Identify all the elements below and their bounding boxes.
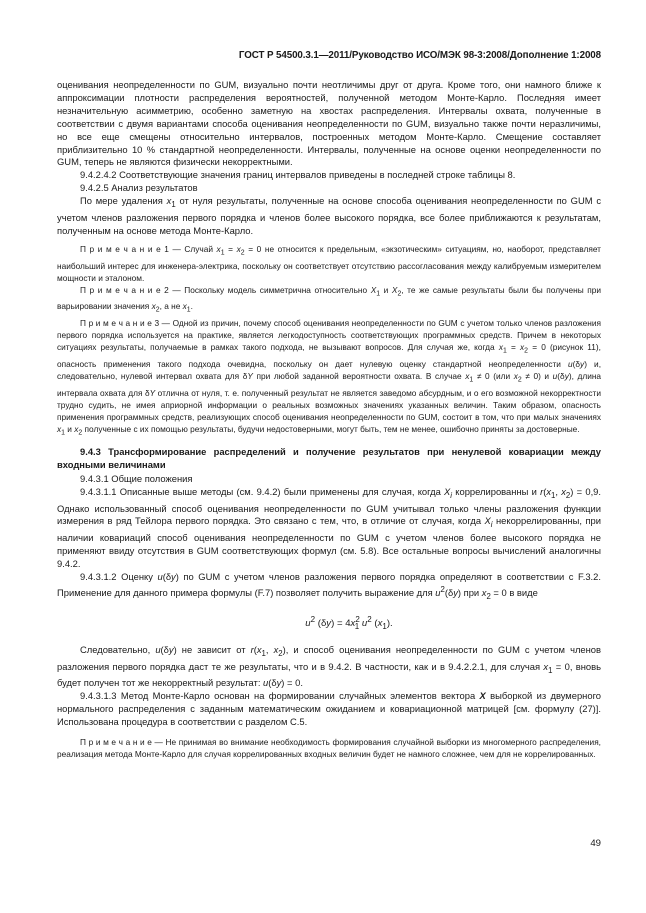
- page-number: 49: [590, 838, 601, 849]
- formula-u2: $u^2$ $(\delta y) = 4x^2_1$ $u^2$ $(x_1)$.: [305, 614, 393, 631]
- paragraph-analysis: По мере удаления $x_1$ от нуля результаты, полученные на основе способа оценивания неопределенности по GUM с учетом членов разложения первого порядка и членов более высокого порядка, все более приближаются к результатам, полученным на основе метода Монте-Карло.: [57, 195, 602, 236]
- section-heading-9-4-3: 9.4.3 Трансформирование распределений и получение результатов при ненулевой ковариации между входными величинами: [57, 446, 601, 470]
- paragraph-9-4-3-1-3: 9.4.3.1.3 Метод Монте-Карло основан на формировании случайных элементов вектора X выборкой из двумерного нормального распределения с заданным математическим ожиданием и ковариационной матрицей [см. формулу (27)]. Использована процедура в соответствии с разделом С.5.: [57, 690, 601, 728]
- notes-block: [57, 243, 601, 440]
- paragraph-continuation: оценивания неопределенности по GUM, визуально почти неотличимы друг от друга. Кроме того, они намного ближе к аппроксимации плотности распределения вероятностей, полученной методом Монте-Карло. Последняя имеет незначительную асимметрию, особенно заметную на хвостах распределения. Интервалы охвата, полученные в соответствии с двумя вариантами способа оценивания неопределенности по GUM, визуально также почти неразличимы, но все еще смещены относительно интервалов, построенных методом Монте-Карло. Смещение составляет приблизительно 10 % стандартной неопределенности. Интервалы, полученные на основе оценки неопределенности по GUM, теперь не являются физически некорректными.: [57, 79, 601, 168]
- heading-9-4-2-5: 9.4.2.5 Анализ результатов: [80, 182, 198, 194]
- note-2: П р и м е ч а н и е 2 — Поскольку модель симметрична относительно $X_1$ и $X_2$, те же самые результаты были бы получены при варьировании значения $x_2$, а не $x_1$.: [57, 284, 601, 315]
- heading-9-4-3-1: 9.4.3.1 Общие положения: [80, 472, 193, 484]
- notes-block-2: [57, 736, 601, 760]
- paragraph-9-4-3-1-1: 9.4.3.1.1 Описанные выше методы (см. 9.4.2) были применены для случая, когда $X_i$ коррелированны и $r(x_1$, $x_2) = 0,9$. Однако использованный способ оценивания неопределенности по GUM учитывал только члены разложения функции измерения в ряд Тейлора первого порядка. Это связано с тем, что, в отличие от случая, когда $X_i$ некоррелированны, при наличии ковариаций способ оценивания неопределенности по GUM с учетом членов более высокого порядка не применяют ввиду отсутствия в GUM соответствующих формул (см. 5.8). Все остальные вопросы вычислений аналогичны 9.4.2.: [57, 485, 601, 569]
- paragraph-consequence: Следовательно, u(δy) не зависит от $r(x_1$, $x_2$), и способ оценивания неопределенности по GUM с учетом членов разложения первого порядка даст те же результаты, что и в 9.4.2. В частности, как и в 9.4.2.2.1, для случая $x_1 = 0$, вновь будет получен тот же некорректный результат: u(δy) = 0.: [57, 643, 602, 689]
- note-1: П р и м е ч а н и е 1 — Случай $x_1 = x_2 = 0$ не относится к предельным, «экзотическим» ситуациям, но, наоборот, представляет наибольший интерес для инженера-электрика, поскольку он соответствует отсутствию рассогласования между калибруемым измерителем мощности и эталоном.: [57, 243, 601, 283]
- note-4: П р и м е ч а н и е — Не принимая во внимание необходимость формирования случайной выборки из многомерного распределения, реализация метода Монте-Карло для случая коррелированных входных величин будет не намного сложнее, чем для не коррелированных.: [57, 737, 601, 760]
- note-3: П р и м е ч а н и е 3 — Одной из причин, почему способ оценивания неопределенности по GUM с учетом только членов разложения первого порядка используется на практике, является легкодоступность соответствующих программных средств. Причем в некоторых ситуациях результаты, получаемые в рамках такого подхода, не вызывают вопросов. Для случая же, когда $x_1 = x_2 = 0$ (рисунок 11), опасность применения такого подхода очевидна, поскольку он дает нулевую оценку стандартной неопределенности u(δy) и, следовательно, нулевой интервал охвата для δY при любой заданной вероятности охвата. В случае $x_1 \ne 0$ (или $x_2 \ne 0$) и u(δy), длина интервала охвата для δY отлична от нуля, т. е. полученный результат не является заведомо абсурдным, и о его возможной некорректности трудно судить, не имея априорной информации о реальных возможных значениях указанных величин. Таким образом, опасность применения программных средств, реализующих способ оценивания неопределенности по GUM, состоит в том, что при малых значениях $x_1$ и $x_2$ полученные с их помощью результаты, будучи недостоверными, могут быть, тем не менее, ошибочно приняты за достоверные.: [57, 318, 602, 437]
- page-header: ГОСТ Р 54500.3.1—2011/Руководство ИСО/МЭК 98-3:2008/Дополнение 1:2008: [238, 50, 601, 61]
- page-body: [57, 50, 601, 764]
- paragraph-9-4-2-4-2: 9.4.2.4.2 Соответствующие значения границ интервалов приведены в последней строке таблицы 8.: [80, 169, 516, 181]
- paragraph-9-4-3-1-2: 9.4.3.1.2 Оценку u(δy) по GUM с учетом членов разложения первого порядка определяют в соответствии с F.3.2. Применение для данного примера формулы (F.7) позволяет получить выражение для $u^2(\delta y)$ при $x_2 = 0$ в виде: [57, 570, 601, 601]
